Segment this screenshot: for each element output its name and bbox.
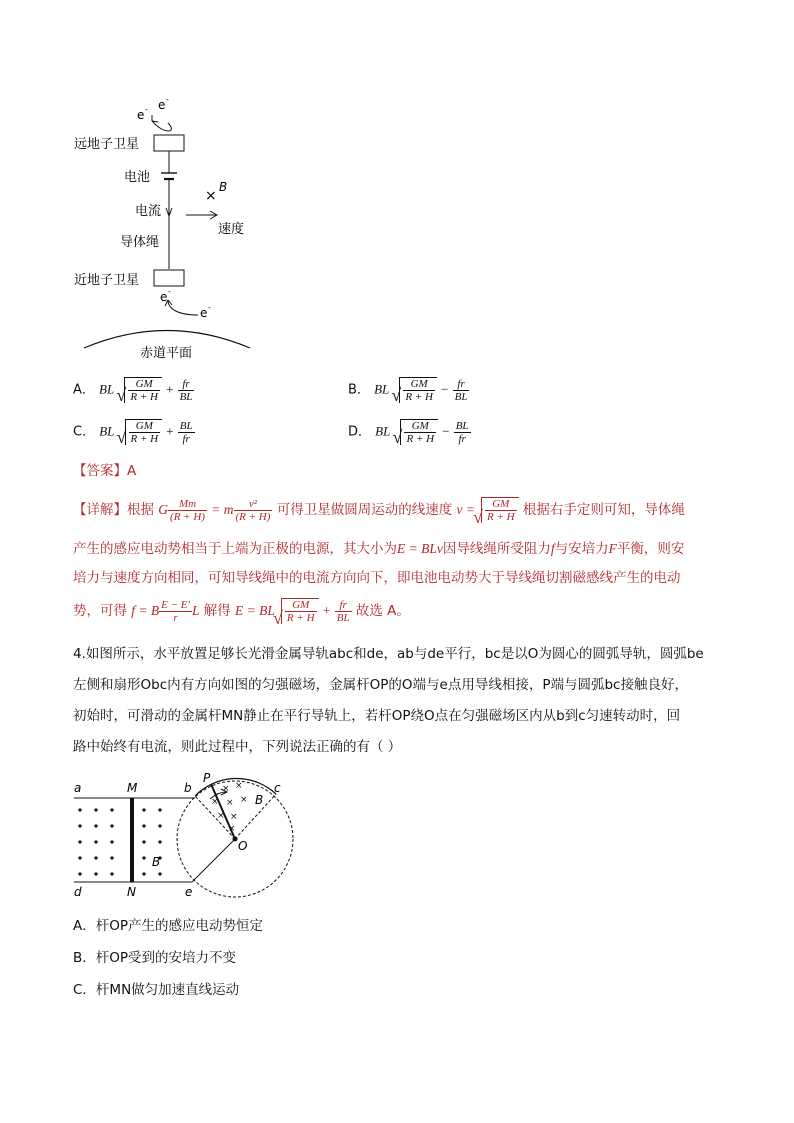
near-satellite-label: 近地子卫星 (74, 273, 140, 288)
far-satellite-label: 远地子卫星 (74, 137, 140, 152)
top-electron-sup-label: - (145, 105, 148, 114)
field-cross-icon: × (205, 188, 217, 204)
label-b: b (184, 781, 192, 795)
field-dot (110, 824, 113, 827)
pivot-o (233, 837, 238, 842)
field-dot (78, 808, 81, 811)
q4-line-3: 初始时，可滑动的金属杆MN静止在平行导轨上，若杆OP绕O点在匀强磁场区内从b到c匀速转动时，回 (73, 708, 681, 724)
option-letter: C． (73, 424, 96, 440)
field-dot (142, 840, 145, 843)
q4-line-4: 路中始终有电流，则此过程中，下列说法正确的有（ ） (73, 739, 402, 755)
field-dots (78, 808, 161, 875)
field-dot (110, 808, 113, 811)
q4-line-2: 左侧和扇形Obc内有方向如图的匀强磁场，金属杆OP的O端与e点用导线相接，P端与圆弧bc接触良好， (73, 677, 688, 693)
top-electron-label: e (137, 108, 145, 122)
top-electron-sup-label-2: - (166, 95, 169, 104)
bottom-electron-sup-label-2: - (208, 303, 211, 312)
svg-text:×: × (211, 797, 219, 807)
q3-option-a[interactable]: A． BL √ $\frac{GM}{R + H}$ + $\frac{fr}{BL}$ (73, 377, 194, 403)
label-o: O (238, 839, 248, 853)
field-dot (110, 856, 113, 859)
field-dot (142, 872, 145, 875)
current-label: 电流 (135, 204, 162, 219)
rail-rod-figure (70, 768, 310, 898)
bottom-electron-label: e (160, 290, 168, 304)
q4-line-1: 4.如图所示，水平放置足够长光滑金属导轨abc和de，ab与de平行，bc是以O为圆心的圆弧导轨，圆弧be (73, 646, 704, 662)
option-letter: A． (73, 382, 95, 398)
answer-label: 【答案】 (73, 463, 127, 479)
label-d: d (74, 885, 82, 898)
field-dot (142, 856, 145, 859)
label-b-field-left: B (152, 855, 161, 869)
bottom-electron-label-2: e (200, 306, 208, 320)
svg-text:×: × (222, 784, 230, 794)
field-dot (158, 872, 161, 875)
option-letter: D． (348, 424, 372, 440)
q3-option-d[interactable]: D． BL √ $\frac{GM}{R + H}$ − $\frac{BL}{fr}$ (348, 419, 471, 445)
wire-oe (192, 839, 235, 882)
label-a: a (74, 781, 82, 795)
q3-option-c[interactable]: C． BL √ $\frac{GM}{R + H}$ + $\frac{BL}{fr}$ (73, 419, 195, 445)
q3-option-b[interactable]: B． BL √ $\frac{GM}{R + H}$ − $\frac{fr}{BL}$ (348, 377, 469, 403)
q4-option-b[interactable]: B．杆OP受到的安培力不变 (73, 950, 237, 966)
detail-label: 【详解】 (73, 502, 127, 519)
top-electron-arrowhead (152, 115, 158, 122)
top-electron-curve (152, 121, 171, 131)
label-c: c (274, 781, 281, 795)
near-satellite-box (154, 270, 184, 286)
field-dot (94, 824, 97, 827)
field-dot (110, 872, 113, 875)
field-dot (110, 840, 113, 843)
field-label: B (219, 180, 228, 194)
field-dot (94, 840, 97, 843)
detail-line-3: 培力与速度方向相同，可知导线绳中的电流方向向下，即电池电动势大于导线绳切割磁感线产生的电动 (73, 570, 681, 586)
svg-text:×: × (226, 798, 234, 808)
option-letter: B． (348, 382, 370, 398)
field-crosses (211, 781, 248, 834)
rod-mn (130, 798, 134, 882)
field-dot (94, 808, 97, 811)
field-dot (94, 856, 97, 859)
field-dot (78, 824, 81, 827)
label-b-field-right: B (255, 793, 264, 807)
q4-option-c[interactable]: C．杆MN做匀加速直线运动 (73, 982, 240, 998)
label-m: M (127, 781, 138, 795)
detail-line-4: 势，可得 f = B $\frac{E - E'}{r}$ L 解得 E = BL √ $\frac{GM}{R + H}$ + $\frac{fr}{BL}$ 故选 A。 (73, 598, 410, 624)
detail-line-1: 【详解】根据 G $\frac{Mm}{(R + H)}$ = m $\frac{\text{v²}}{(R + H)}$ 可得卫星做圆周运动的线速度 v = √ $\frac{GM}{R + H}$ 根据右手定则可知，导体绳 (73, 497, 685, 523)
answer-value: A (127, 463, 137, 479)
svg-text:×: × (228, 824, 236, 834)
equator-label: 赤道平面 (140, 346, 193, 361)
field-dot (78, 840, 81, 843)
svg-text:×: × (230, 812, 238, 822)
bottom-electron-sup-label: - (168, 287, 171, 296)
tether-satellite-figure (60, 95, 280, 365)
velocity-label: 速度 (218, 222, 245, 237)
tether-label: 导体绳 (120, 235, 160, 250)
field-dot (142, 824, 145, 827)
svg-text:×: × (235, 781, 243, 791)
field-dot (158, 824, 161, 827)
field-dot (94, 872, 97, 875)
far-satellite-box (154, 135, 184, 151)
svg-text:×: × (217, 811, 225, 821)
label-e: e (185, 885, 193, 898)
top-electron-label-2: e (158, 98, 166, 112)
q4-option-a[interactable]: A．杆OP产生的感应电动势恒定 (73, 918, 264, 934)
answer-line (73, 465, 136, 479)
field-dot (142, 808, 145, 811)
field-dot (158, 840, 161, 843)
field-dot (78, 872, 81, 875)
detail-line-2: 产生的感应电动势相当于上端为正极的电源，其大小为E = BLv因导线绳所受阻力f与安培力F平衡，则安 (73, 541, 685, 557)
field-dot (78, 856, 81, 859)
svg-text:×: × (240, 795, 248, 805)
label-p: P (203, 771, 211, 785)
bottom-electron-curve (168, 300, 198, 315)
field-dot (158, 808, 161, 811)
battery-label: 电池 (124, 170, 151, 185)
label-n: N (127, 885, 136, 898)
